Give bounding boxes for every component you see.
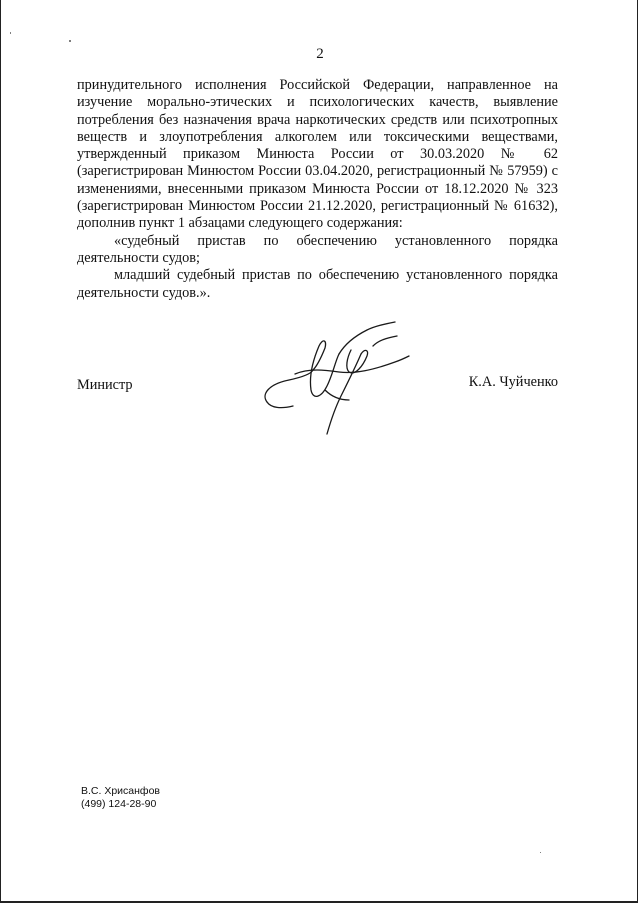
paragraph-added-item-1: «судебный пристав по обеспечению установленного порядка деятельности судов; (77, 232, 558, 266)
scan-speck (69, 40, 71, 42)
scan-speck (540, 852, 541, 853)
handwritten-signature (255, 310, 425, 445)
paragraph-continuation: принудительного исполнения Российской Федерации, направленное на изучение морально-этических и психологических качеств, выявление потребления без назначения врача наркотических средств или психотропных веществ и злоупотребления алкоголем или токсическими веществами, утвержденный приказом Минюста России от 30.03.2020 № 62 (зарегистрирован Минюстом России 03.04.2020, регистрационный № 57959) с изменениями, внесенными приказом Минюста России от 18.12.2020 № 323 (зарегистрирован Минюстом России 21.12.2020, регистрационный № 61632), дополнив пункт 1 абзацами следующего содержания: (77, 77, 558, 232)
contact-name: В.С. Хрисанфов (81, 785, 160, 797)
scan-speck (10, 32, 11, 34)
contact-block (81, 785, 160, 811)
page-number: 2 (316, 46, 324, 62)
position-title: Министр (77, 377, 133, 393)
document-body (77, 77, 558, 302)
contact-phone: (499) 124-28-90 (81, 798, 157, 810)
paragraph-added-item-2: младший судебный пристав по обеспечению установленного порядка деятельности судов.». (77, 267, 558, 301)
signatory-name: К.А. Чуйченко (468, 374, 558, 390)
